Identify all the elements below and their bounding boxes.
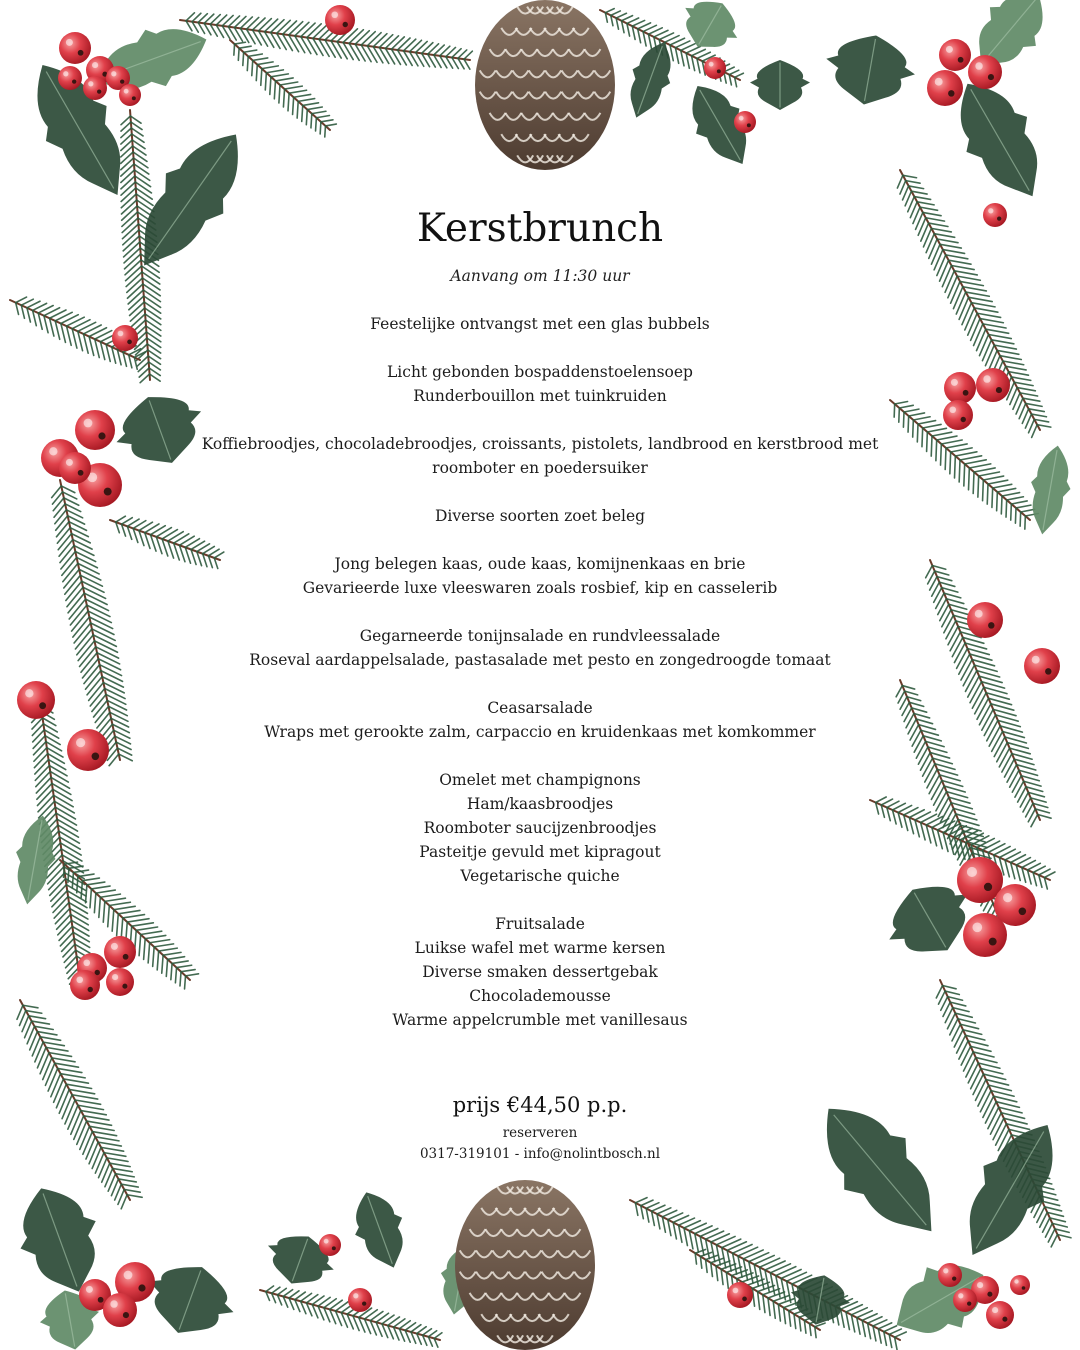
berry xyxy=(319,1234,341,1256)
holly-leaf xyxy=(7,812,62,908)
berry xyxy=(70,970,100,1000)
menu-sections xyxy=(200,312,880,1032)
menu-item: Wraps met gerookte zalm, carpaccio en kruidenkaas met komkommer xyxy=(264,723,816,741)
menu-item: Fruitsalade xyxy=(495,915,585,933)
menu-section xyxy=(200,552,880,600)
berry xyxy=(59,452,91,484)
berry xyxy=(927,70,963,106)
menu-item: Licht gebonden bospaddenstoelensoep xyxy=(387,363,693,381)
berry xyxy=(103,1293,137,1327)
berry xyxy=(1024,648,1060,684)
pine-sprig xyxy=(17,1000,142,1209)
berry xyxy=(325,5,355,35)
menu-item: roomboter en poedersuiker xyxy=(432,459,648,477)
menu-section xyxy=(200,360,880,408)
contact-info[interactable]: 0317-319101 - info@nolintbosch.nl xyxy=(419,1146,661,1162)
menu-item: Diverse soorten zoet beleg xyxy=(434,507,646,525)
menu-item: Warme appelcrumble met vanillesaus xyxy=(392,1011,688,1029)
berry xyxy=(83,76,107,100)
berry xyxy=(59,32,91,64)
berry xyxy=(348,1288,372,1312)
menu-item: Chocolademousse xyxy=(469,987,611,1005)
holly-leaf xyxy=(618,36,683,125)
berry xyxy=(58,66,82,90)
holly-leaf xyxy=(798,1083,962,1257)
berry xyxy=(734,111,756,133)
menu-section xyxy=(200,696,880,744)
berry xyxy=(986,1301,1014,1329)
pinecone xyxy=(455,1180,595,1350)
holly-leaf xyxy=(106,382,215,479)
berry xyxy=(944,372,976,404)
berry xyxy=(939,39,971,71)
berry xyxy=(67,729,109,771)
berry xyxy=(1010,1275,1030,1295)
pine-sprig xyxy=(230,40,336,137)
reserve-label: reserveren xyxy=(502,1125,578,1141)
holly-leaf xyxy=(750,60,810,110)
price-text: prijs €44,50 p.p. xyxy=(452,1093,628,1117)
berry xyxy=(983,203,1007,227)
berry xyxy=(938,1263,962,1287)
menu-section xyxy=(200,624,880,672)
start-time: Aanvang om 11:30 uur xyxy=(450,267,630,285)
menu-item: Runderbouillon met tuinkruiden xyxy=(413,387,667,405)
menu-item: Diverse smaken dessertgebak xyxy=(422,963,658,981)
menu-item: Pasteitje gevuld met kipragout xyxy=(419,843,661,861)
menu-item: Ham/kaasbroodjes xyxy=(466,795,614,813)
menu-section xyxy=(200,912,880,1032)
menu-item: Gevarieerde luxe vleeswaren zoals rosbief, kip en casselerib xyxy=(302,579,778,597)
menu-section xyxy=(200,432,880,480)
berry xyxy=(943,400,973,430)
berry xyxy=(112,325,138,351)
holly-leaf xyxy=(1022,442,1077,538)
menu-item: Koffiebroodjes, chocoladebroodjes, croissants, pistolets, landbrood en kerstbrood met xyxy=(201,435,879,453)
price-block xyxy=(340,1090,740,1164)
pine-sprig xyxy=(897,170,1050,437)
brunch-menu xyxy=(200,200,880,1056)
menu-item: Vegetarische quiche xyxy=(460,867,620,885)
berry xyxy=(963,913,1007,957)
holly-leaf xyxy=(343,1184,417,1276)
menu-item: Roseval aardappelsalade, pastasalade met pesto en zongedroogde tomaat xyxy=(249,651,831,669)
menu-item: Omelet met champignons xyxy=(439,771,641,789)
menu-section xyxy=(200,312,880,336)
berry xyxy=(106,968,134,996)
berry xyxy=(727,1282,753,1308)
menu-item: Ceasarsalade xyxy=(487,699,593,717)
pinecone xyxy=(475,0,615,170)
menu-item: Gegarneerde tonijnsalade en rundvleessalade xyxy=(359,627,721,645)
menu-item: Luikse wafel met warme kersen xyxy=(414,939,666,957)
menu-section xyxy=(200,768,880,888)
berry xyxy=(953,1288,977,1312)
menu-item: Roomboter saucijzenbroodjes xyxy=(423,819,657,837)
holly-leaf xyxy=(136,1252,245,1349)
menu-section xyxy=(200,504,880,528)
menu-title: Kerstbrunch xyxy=(416,206,664,251)
pine-sprig xyxy=(630,1198,906,1350)
menu-item: Feestelijke ontvangst met een glas bubbels xyxy=(370,315,710,333)
berry xyxy=(17,681,55,719)
berry xyxy=(976,368,1010,402)
holly-leaf xyxy=(820,28,921,113)
berry xyxy=(967,602,1003,638)
menu-item: Jong belegen kaas, oude kaas, komijnenkaas en brie xyxy=(334,555,746,573)
holly-leaf xyxy=(786,1270,854,1330)
berry xyxy=(968,55,1002,89)
berry xyxy=(104,936,136,968)
berry xyxy=(119,84,141,106)
berry xyxy=(704,57,726,79)
berry xyxy=(75,410,115,450)
